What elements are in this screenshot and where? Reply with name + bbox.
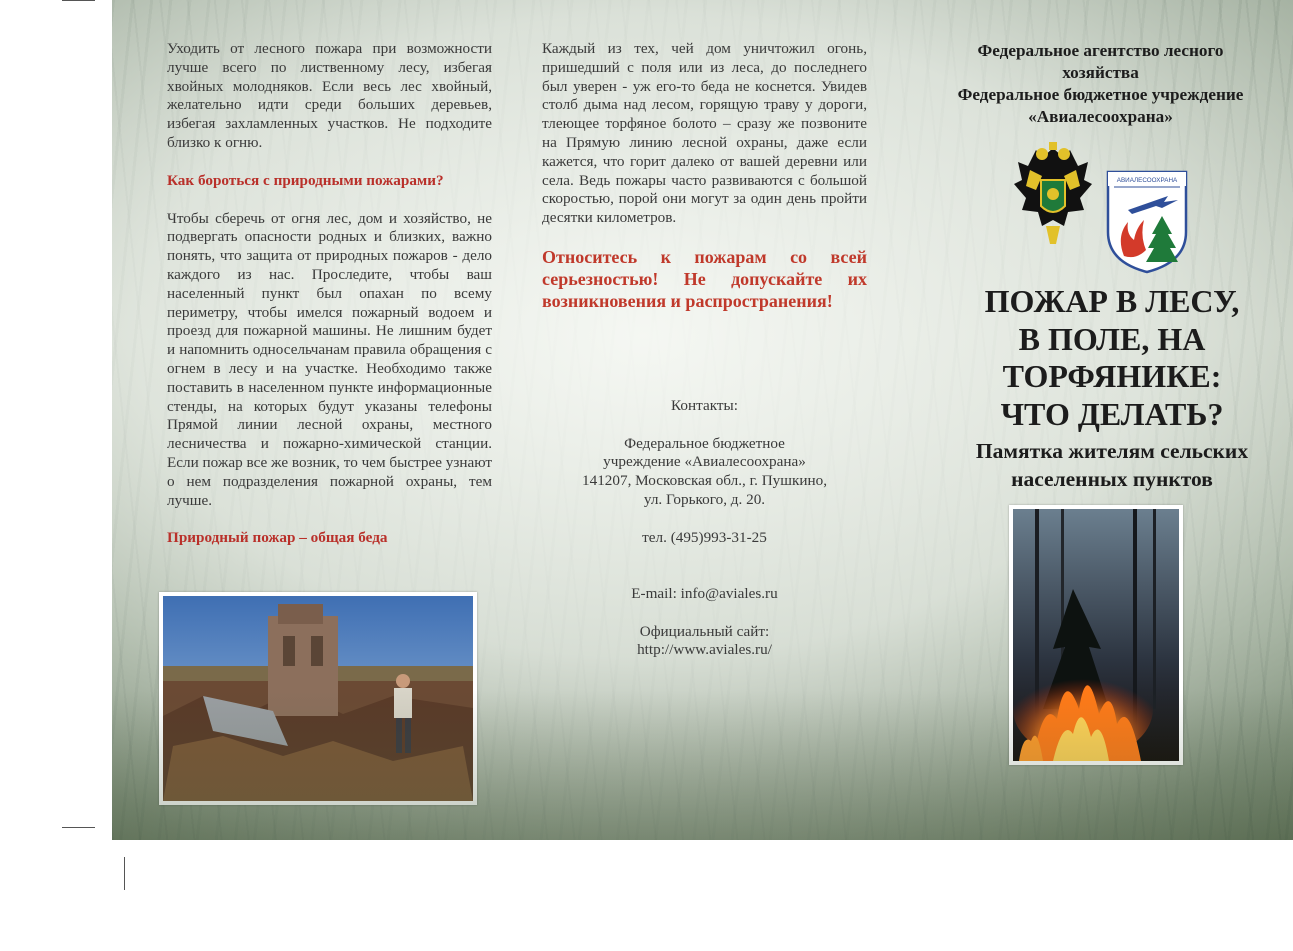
subtitle-line-1: Памятка жителям сельских <box>975 439 1249 463</box>
agency-header <box>928 40 1273 128</box>
coat-of-arms-icon <box>1012 140 1094 250</box>
address-line-1: 141207, Московская обл., г. Пушкино, <box>582 472 827 490</box>
crop-mark-vertical <box>124 857 125 890</box>
title-line-4: ЧТО ДЕЛАТЬ? <box>1000 395 1224 432</box>
svg-text:АВИАЛЕСООХРАНА: АВИАЛЕСООХРАНА <box>1116 177 1178 184</box>
org-line-1: Федеральное бюджетное <box>624 434 785 452</box>
email-address[interactable]: E-mail: info@aviales.ru <box>631 584 778 602</box>
crop-mark-bottom <box>62 827 95 828</box>
burned-house-image <box>163 596 473 801</box>
forest-fire-image <box>1013 509 1179 761</box>
agency-line-3: Федеральное бюджетное учреждение <box>957 85 1244 104</box>
agency-line-4: «Авиалесоохрана» <box>1028 107 1173 126</box>
burned-house-photo <box>159 592 477 805</box>
middle-paragraph: Каждый из тех, чей дом уничтожил огонь, пришедший с поля или из леса, до последнего был уверен - уж его-то беда не коснется. Увидев столб дыма над лесом, горящую траву у дороги, тлеющее торфяное болото – сразу же позвоните на Прямую линию лесной охраны, даже если кажется, что горит далеко от вашей деревни или села. Ведь пожары часто развиваются с большой скоростью, порой они могут за один день пройти десятки километров. <box>542 40 867 227</box>
agency-line-1: Федеральное агентство лесного <box>977 41 1224 60</box>
heading-how-to-fight: Как бороться с природными пожарами? <box>167 171 444 189</box>
brochure-sheet <box>112 0 1293 840</box>
contacts-label: Контакты: <box>671 397 738 414</box>
site-url[interactable]: http://www.aviales.ru/ <box>637 641 772 659</box>
site-label: Официальный сайт: <box>639 622 770 640</box>
avialesookhrana-logo-icon <box>1106 170 1188 274</box>
phone-number: тел. (495)993-31-25 <box>642 528 767 546</box>
org-line-2: учреждение «Авиалесоохрана» <box>603 453 806 471</box>
address-line-2: ул. Горького, д. 20. <box>643 490 766 508</box>
warning-text: Относитесь к пожарам со всей серьезностью! Не допускайте их возникновения и распространения! <box>542 246 867 311</box>
crop-mark-top <box>62 0 95 1</box>
left-paragraph-2: Чтобы сберечь от огня лес, дом и хозяйство, не подвергать опасности родных и близких, важно понять, что защита от природных пожаров - дело каждого из нас. Проследите, чтобы ваш населенный пункт был опахан по всему периметру, чтобы имелся пожарный водоем и проезд для пожарной машины. Не лишним будет и напомнить односельчанам правила обращения с огнем в лесу и на участке. Необходимо также поставить в населенном пункте информационные стенды, на которых будут указаны телефоны Прямой линии лесной охраны, местного лесничества и пожарно-химической станции. Если пожар все же возник, то чем быстрее узнают о нем подразделения пожарной охраны, тем лучше. <box>167 209 492 509</box>
title-line-3: ТОРФЯНИКЕ: <box>1002 358 1222 394</box>
subtitle-line-2: населенных пунктов <box>1011 467 1213 491</box>
left-column <box>167 40 492 548</box>
agency-line-2: хозяйства <box>1062 63 1139 82</box>
contacts-block <box>542 397 867 660</box>
title-line-2: В ПОЛЕ, НА <box>1018 320 1206 357</box>
title-line-1: ПОЖАР В ЛЕСУ, <box>984 283 1240 319</box>
heading-common-trouble: Природный пожар – общая беда <box>167 529 388 547</box>
middle-column <box>542 40 867 312</box>
left-paragraph-1: Уходить от лесного пожара при возможности лучше всего по лиственному лесу, избегая хвойных молодняков. Если весь лес хвойный, желательно идти среди больших деревьев, избегая захламленных участков. Не подходите близко к огню. <box>167 40 492 151</box>
forest-fire-photo <box>1009 505 1183 765</box>
brochure-title <box>967 283 1257 433</box>
brochure-subtitle <box>937 437 1287 493</box>
